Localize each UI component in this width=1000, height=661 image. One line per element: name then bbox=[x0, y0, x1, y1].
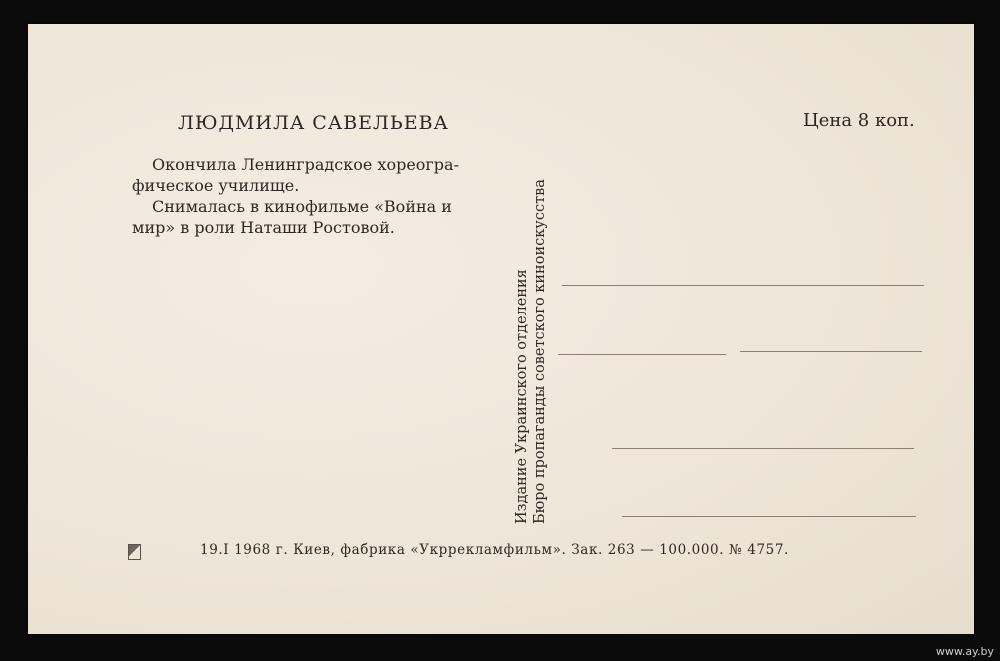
publisher-line: Бюро пропаганды советского киноискусства bbox=[532, 179, 548, 524]
print-info-footer: 19.I 1968 г. Киев, фабрика «Укррекламфильм». Зак. 263 — 100.000. № 4757. bbox=[200, 542, 789, 558]
bio-line: мир» в роли Наташи Ростовой. bbox=[132, 218, 395, 237]
address-line bbox=[612, 448, 914, 449]
watermark-text: www.ay.by bbox=[935, 645, 994, 658]
publisher-imprint bbox=[506, 144, 556, 524]
biography-text bbox=[132, 154, 512, 238]
price-label: Цена 8 коп. bbox=[803, 110, 915, 131]
bio-line: Окончила Ленинградское хореогра- bbox=[152, 155, 459, 174]
address-line bbox=[740, 351, 922, 352]
bio-line: фическое училище. bbox=[132, 176, 300, 195]
address-line bbox=[622, 516, 916, 517]
printer-mark-icon bbox=[128, 544, 141, 560]
bio-line: Снималась в кинофильме «Война и bbox=[152, 197, 452, 216]
address-line bbox=[562, 285, 924, 286]
actress-name: ЛЮДМИЛА САВЕЛЬЕВА bbox=[178, 112, 449, 134]
postcard-back bbox=[28, 24, 974, 634]
address-line bbox=[558, 354, 726, 355]
publisher-line: Издание Украинского отделения bbox=[514, 269, 530, 524]
